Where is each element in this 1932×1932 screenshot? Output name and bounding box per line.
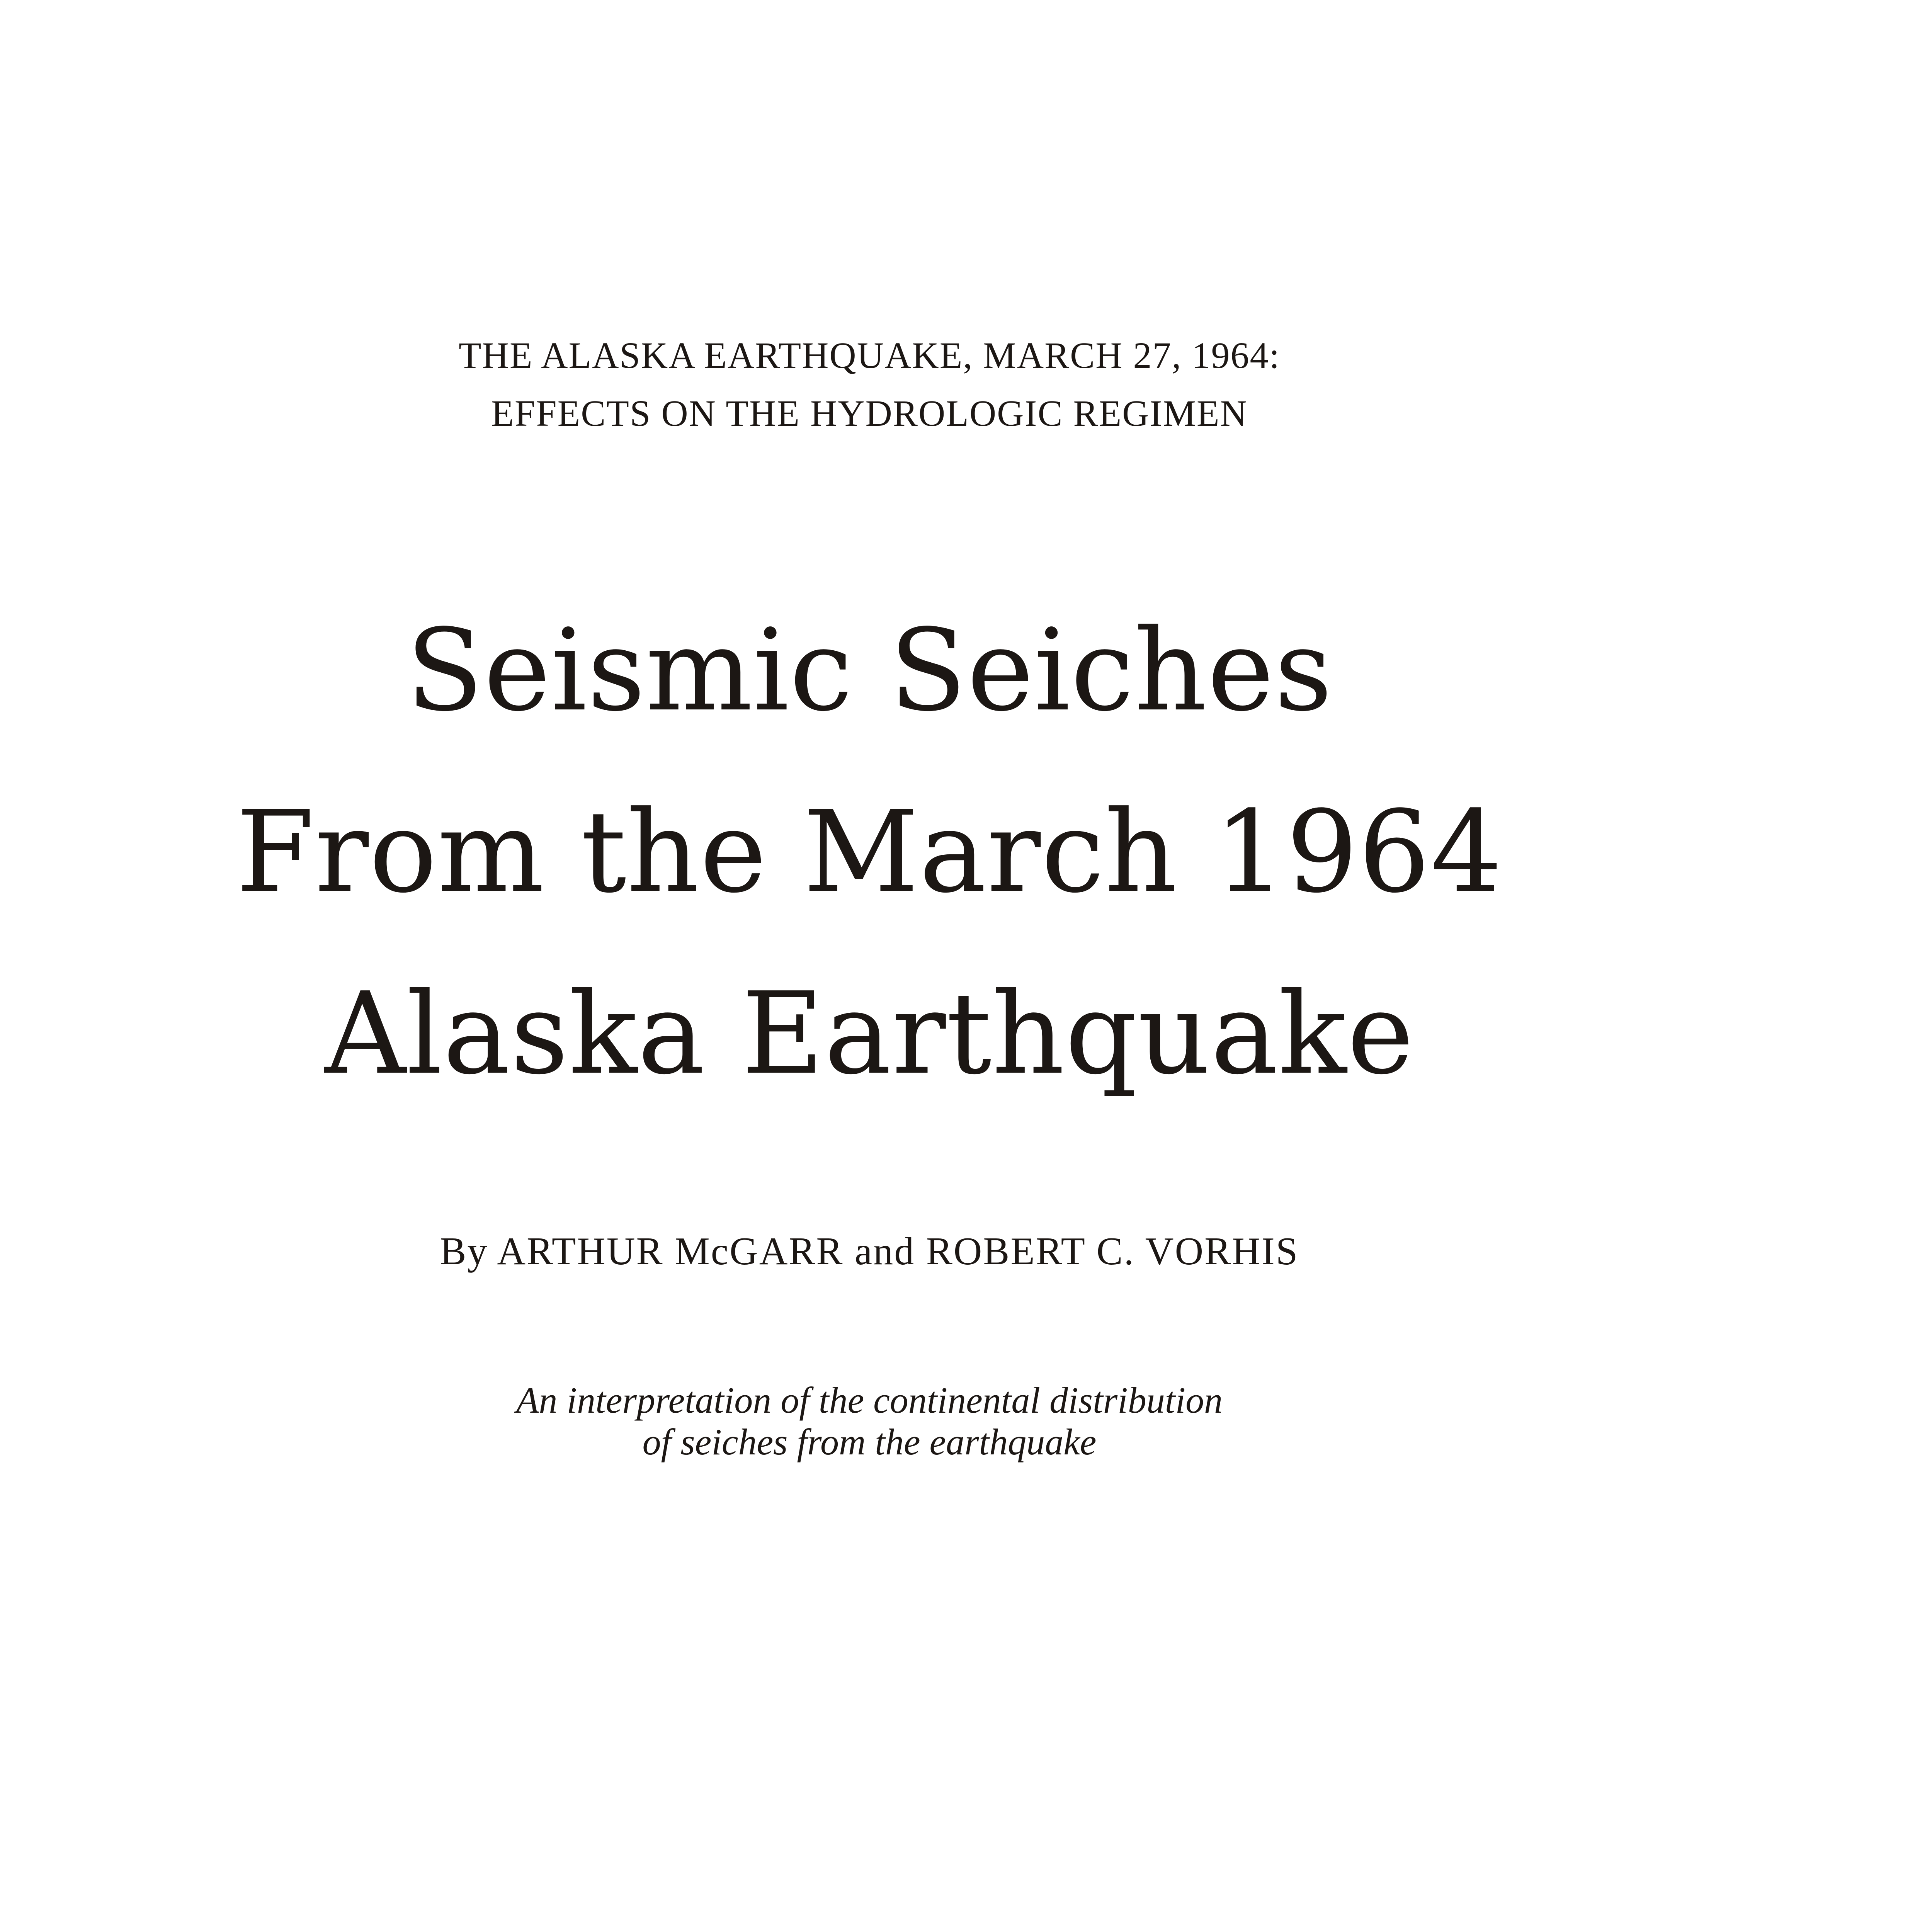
abstract-line-2: of seiches from the earthquake <box>642 1421 1097 1463</box>
series-heading <box>0 327 1739 442</box>
title-line-1: Seismic Seiches <box>406 605 1333 736</box>
title-line-2: From the March 1964 <box>236 786 1503 918</box>
series-line-2: EFFECTS ON THE HYDROLOGIC REGIMEN <box>491 393 1248 434</box>
series-line-1: THE ALASKA EARTHQUAKE, MARCH 27, 1964: <box>458 335 1281 376</box>
title-line-3: Alaska Earthquake <box>324 968 1415 1099</box>
page-title <box>0 580 1739 1124</box>
abstract <box>0 1379 1739 1463</box>
abstract-line-1: An interpretation of the continental distribution <box>516 1379 1223 1421</box>
authors-line: By ARTHUR McGARR and ROBERT C. VORHIS <box>440 1230 1299 1273</box>
